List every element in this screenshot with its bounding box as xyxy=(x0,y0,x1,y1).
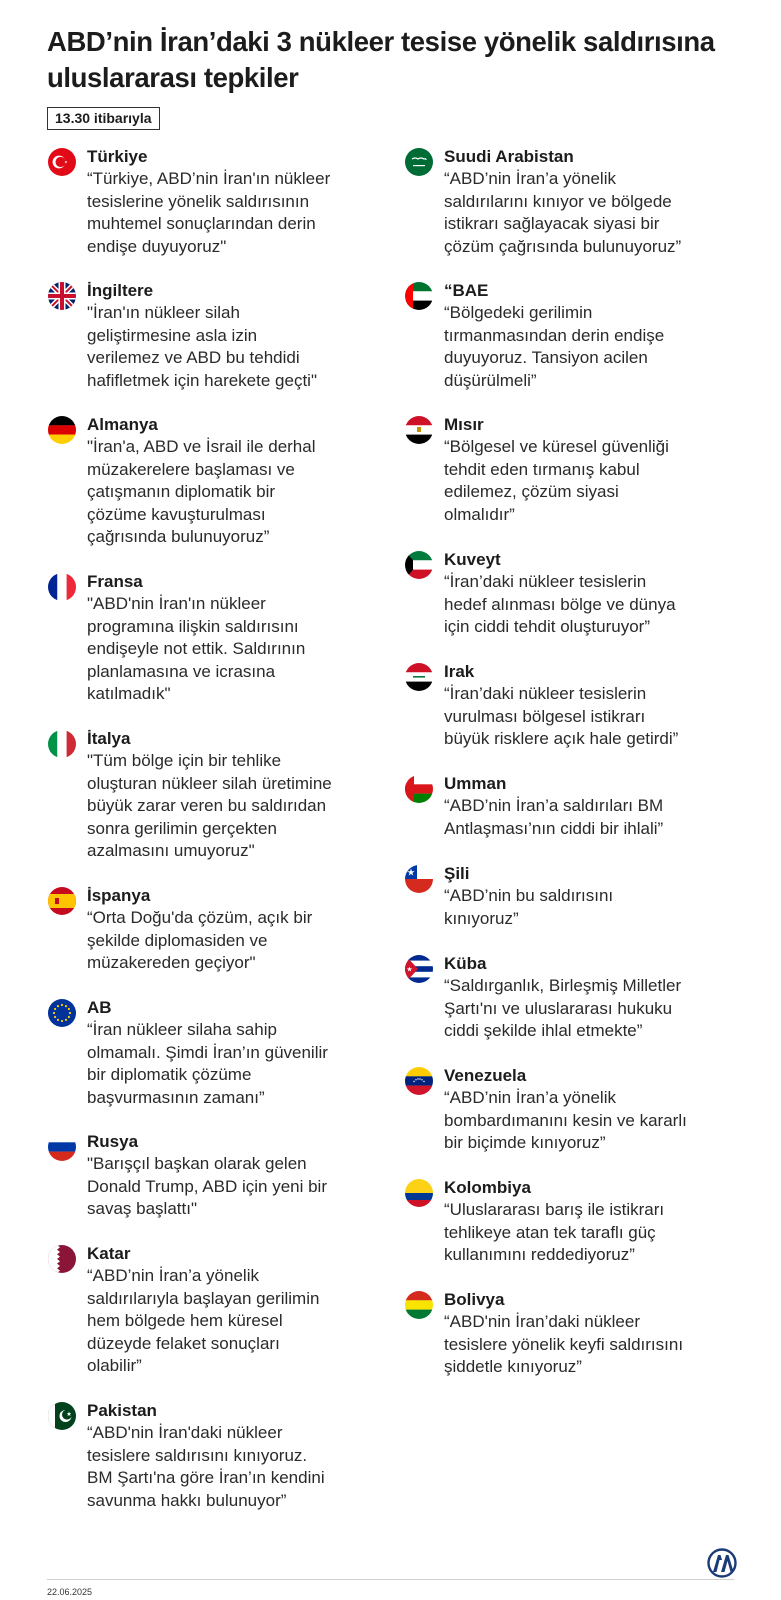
quote-text: “Orta Doğu'da çözüm, açık bir şekilde diplomasiden ve müzakereden geçiyor" xyxy=(87,908,313,973)
bolivia-flag-icon xyxy=(405,1291,433,1319)
quote-text: “Saldırganlık, Birleşmiş Milletler Şartı'nı ve uluslararası hukuku ciddi şekilde ihlal etmekte” xyxy=(444,976,682,1041)
country-name: Umman xyxy=(444,774,507,793)
quote-text: "İran'a, ABD ve İsrail ile derhal müzakerelere başlaması ve çatışmanın diplomatik bir çözüme kavuşturulması çağrısında bulunuyoruz” xyxy=(87,437,316,547)
list-item xyxy=(48,146,398,280)
list-item xyxy=(48,885,398,997)
italy-flag-icon xyxy=(48,730,76,758)
quote-text: "Barışçıl başkan olarak gelen Donald Trump, ABD için yeni bir savaş başlattı" xyxy=(87,1154,327,1219)
list-item xyxy=(405,414,755,549)
country-name: “BAE xyxy=(444,281,489,300)
quote-text: "ABD'nin İran'ın nükleer programına ilişkin saldırısını endişeyle not ettik. Saldırının planlamasına ve icrasına katılmadık" xyxy=(87,594,306,704)
list-item xyxy=(405,773,755,863)
footer-divider xyxy=(47,1579,734,1580)
country-name: Suudi Arabistan xyxy=(444,147,574,166)
chile-flag-icon xyxy=(405,865,433,893)
quote-text: “ABD’nin İran’a yönelik saldırılarını kınıyor ve bölgede istikrarı sağlayacak siyasi bir çözüm çağrısında bulunuyoruz” xyxy=(444,169,682,256)
country-name: Kolombiya xyxy=(444,1178,531,1197)
list-item xyxy=(48,280,398,414)
country-name: Rusya xyxy=(87,1132,139,1151)
country-name: Venezuela xyxy=(444,1066,527,1085)
uae-flag-icon xyxy=(405,282,433,310)
list-item xyxy=(48,1400,398,1534)
country-name: Katar xyxy=(87,1244,131,1263)
list-item xyxy=(405,863,755,953)
iraq-flag-icon xyxy=(405,663,433,691)
country-name: Bolivya xyxy=(444,1290,505,1309)
country-name: Almanya xyxy=(87,415,158,434)
list-item xyxy=(405,1289,755,1401)
left-column xyxy=(48,146,398,1534)
country-name: İtalya xyxy=(87,729,131,748)
quote-text: “Bölgedeki gerilimin tırmanmasından derin endişe duyuyoruz. Tansiyon acilen düşürülmeli” xyxy=(444,303,665,390)
country-name: Fransa xyxy=(87,572,143,591)
quote-text: “ABD’nin bu saldırısını kınıyoruz” xyxy=(444,886,614,928)
colombia-flag-icon xyxy=(405,1179,433,1207)
quote-text: “ABD'nin İran’daki nükleer tesislere yönelik keyfi saldırısını şiddetle kınıyoruz” xyxy=(444,1312,684,1377)
footer-date: 22.06.2025 xyxy=(47,1587,93,1597)
right-column xyxy=(405,146,755,1401)
aa-logo-icon xyxy=(707,1548,737,1578)
quote-text: “ABD’nin İran’a saldırıları BM Antlaşması’nın ciddi bir ihlali” xyxy=(444,796,664,838)
country-name: Şili xyxy=(444,864,470,883)
country-name: İspanya xyxy=(87,886,151,905)
eu-flag-icon xyxy=(48,999,76,1027)
country-name: Pakistan xyxy=(87,1401,157,1420)
quote-text: “ABD’nin İran’a yönelik saldırılarıyla başlayan gerilimin hem bölgede hem küresel düzeyde felaket sonuçları olabilir” xyxy=(87,1266,320,1376)
list-item xyxy=(405,549,755,661)
quote-text: “Türkiye, ABD’nin İran'ın nükleer tesislerine yönelik saldırısının muhtemel sonuçlarından derin endişe duyuyoruz" xyxy=(87,169,331,256)
egypt-flag-icon xyxy=(405,416,433,444)
list-item xyxy=(48,728,398,885)
page-title: ABD’nin İran’daki 3 nükleer tesise yönelik saldırısına uluslararası tepkiler xyxy=(47,26,715,93)
country-name: Küba xyxy=(444,954,487,973)
venezuela-flag-icon xyxy=(405,1067,433,1095)
list-item xyxy=(405,146,755,280)
list-item xyxy=(405,661,755,773)
qatar-flag-icon xyxy=(48,1245,76,1273)
russia-flag-icon xyxy=(48,1133,76,1161)
country-name: Irak xyxy=(444,662,475,681)
quote-text: “ABD'nin İran'daki nükleer tesislere saldırısını kınıyoruz. BM Şartı'na göre İran’ın kendini savunma hakkı bulunuyor” xyxy=(87,1423,325,1510)
quote-text: "İran'ın nükleer silah geliştirmesine asla izin verilemez ve ABD bu tehdidi hafifletmek için harekete geçti" xyxy=(87,303,317,390)
cuba-flag-icon xyxy=(405,955,433,983)
list-item xyxy=(48,414,398,571)
turkey-flag-icon xyxy=(48,148,76,176)
list-item xyxy=(405,1065,755,1177)
list-item xyxy=(48,571,398,728)
country-name: Kuveyt xyxy=(444,550,501,569)
germany-flag-icon xyxy=(48,416,76,444)
quote-text: “Bölgesel ve küresel güvenliği tehdit eden tırmanış kabul edilemez, çözüm siyasi olmalıdır” xyxy=(444,437,669,524)
quote-text: “ABD’nin İran’a yönelik bombardımanını kesin ve kararlı bir biçimde kınıyoruz” xyxy=(444,1088,687,1153)
time-badge: 13.30 itibarıyla xyxy=(47,107,160,130)
quote-text: “İran’daki nükleer tesislerin hedef alınması bölge ve dünya için ciddi tehdit oluşturuyor” xyxy=(444,572,676,637)
quote-text: “İran’daki nükleer tesislerin vurulması bölgesel istikrarı büyük risklere açık hale getirdi” xyxy=(444,684,679,749)
quote-text: “Uluslararası barış ile istikrarı tehlikeye atan tek taraflı güç kullanımını reddediyoruz” xyxy=(444,1200,665,1265)
quote-text: “İran nükleer silaha sahip olmamalı. Şimdi İran’ın güvenilir bir diplomatik çözüme başvurmasının zamanı” xyxy=(87,1020,328,1107)
pakistan-flag-icon xyxy=(48,1402,76,1430)
country-name: İngiltere xyxy=(87,281,154,300)
list-item xyxy=(405,280,755,414)
country-name: Mısır xyxy=(444,415,484,434)
quote-text: "Tüm bölge için bir tehlike oluşturan nükleer silah üretimine büyük zarar veren bu saldırıdan sonra gerilimin gerçekten azalmasını umuyoruz" xyxy=(87,751,332,861)
list-item xyxy=(405,1177,755,1289)
country-name: Türkiye xyxy=(87,147,148,166)
list-item xyxy=(48,1131,398,1243)
country-name: AB xyxy=(87,998,112,1017)
spain-flag-icon xyxy=(48,887,76,915)
list-item xyxy=(48,1243,398,1400)
kuwait-flag-icon xyxy=(405,551,433,579)
list-item xyxy=(405,953,755,1065)
france-flag-icon xyxy=(48,573,76,601)
uk-flag-icon xyxy=(48,282,76,310)
list-item xyxy=(48,997,398,1131)
oman-flag-icon xyxy=(405,775,433,803)
saudi-arabia-flag-icon xyxy=(405,148,433,176)
